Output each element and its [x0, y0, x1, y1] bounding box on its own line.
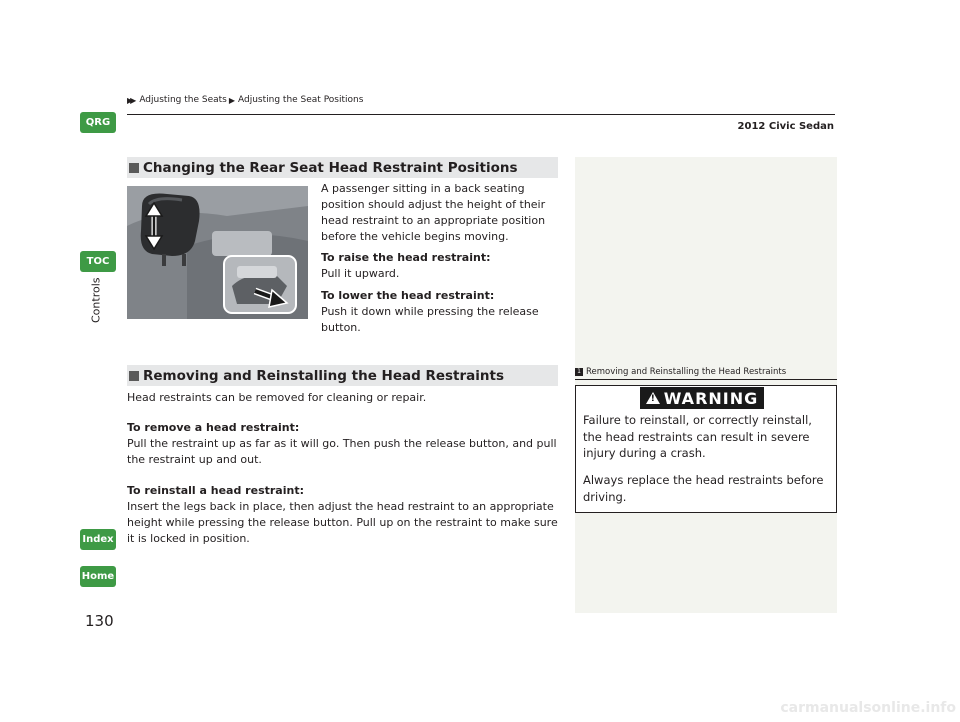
- section-heading-change: [127, 157, 558, 178]
- page-number: 130: [85, 612, 114, 630]
- lower-heading: To lower the head restraint:: [321, 289, 495, 302]
- warning-label: WARNING: [663, 388, 759, 408]
- warning-text-1: Failure to reinstall, or correctly reinstall, the head restraints can result in severe injury during a crash.: [583, 413, 812, 460]
- section-heading-remove: [127, 365, 558, 386]
- model-title: 2012 Civic Sedan: [737, 121, 834, 132]
- remove-text: Pull the restraint up as far as it will go. Then push the release button, and pull the restraint up and out.: [127, 437, 557, 466]
- warning-triangle-icon: !: [646, 392, 660, 404]
- section-heading-text: Changing the Rear Seat Head Restraint Positions: [143, 159, 518, 176]
- toc-tab[interactable]: TOC: [80, 251, 116, 272]
- note-divider: [575, 379, 837, 380]
- qrg-tab[interactable]: QRG: [80, 112, 116, 133]
- breadcrumb-current: Adjusting the Seat Positions: [238, 95, 364, 105]
- section-label: Controls: [89, 277, 103, 323]
- breadcrumb-separator-icon: ▶: [228, 95, 235, 105]
- raise-heading: To raise the head restraint:: [321, 251, 491, 264]
- breadcrumb-link-seats[interactable]: Adjusting the Seats: [139, 95, 227, 105]
- home-tab[interactable]: Home: [80, 566, 116, 587]
- section-heading-text: Removing and Reinstalling the Head Restraints: [143, 367, 505, 384]
- section-bullet-icon: [129, 371, 139, 381]
- section2-intro: Head restraints can be removed for cleaning or repair.: [127, 391, 427, 404]
- section1-intro: A passenger sitting in a back seating position should adjust the height of their head restraint to an appropriate position before the vehicle begins moving.: [321, 182, 546, 243]
- lower-text: Push it down while pressing the release button.: [321, 305, 539, 334]
- section-bullet-icon: [129, 163, 139, 173]
- remove-heading: To remove a head restraint:: [127, 421, 300, 434]
- note-reference[interactable]: [575, 367, 786, 377]
- head-restraint-image: [127, 186, 308, 319]
- note-reference-title: Removing and Reinstalling the Head Restraints: [586, 367, 787, 377]
- header-divider: [127, 114, 835, 115]
- raise-text: Pull it upward.: [321, 267, 400, 280]
- index-tab[interactable]: Index: [80, 529, 116, 550]
- head-restraint-illustration: [127, 186, 308, 319]
- reinstall-heading: To reinstall a head restraint:: [127, 484, 304, 497]
- reference-icon: 1: [575, 368, 583, 376]
- breadcrumb-arrow-icon: ▶▶: [127, 95, 134, 105]
- breadcrumb: [127, 95, 363, 105]
- footer-watermark: carmanualsonline.info: [780, 700, 956, 716]
- warning-header: [640, 387, 764, 409]
- warning-text-2: Always replace the head restraints before driving.: [583, 473, 824, 504]
- reinstall-text: Insert the legs back in place, then adjust the head restraint to an appropriate height while pressing the release button. Pull up on the restraint to make sure it is locked in position.: [127, 500, 558, 545]
